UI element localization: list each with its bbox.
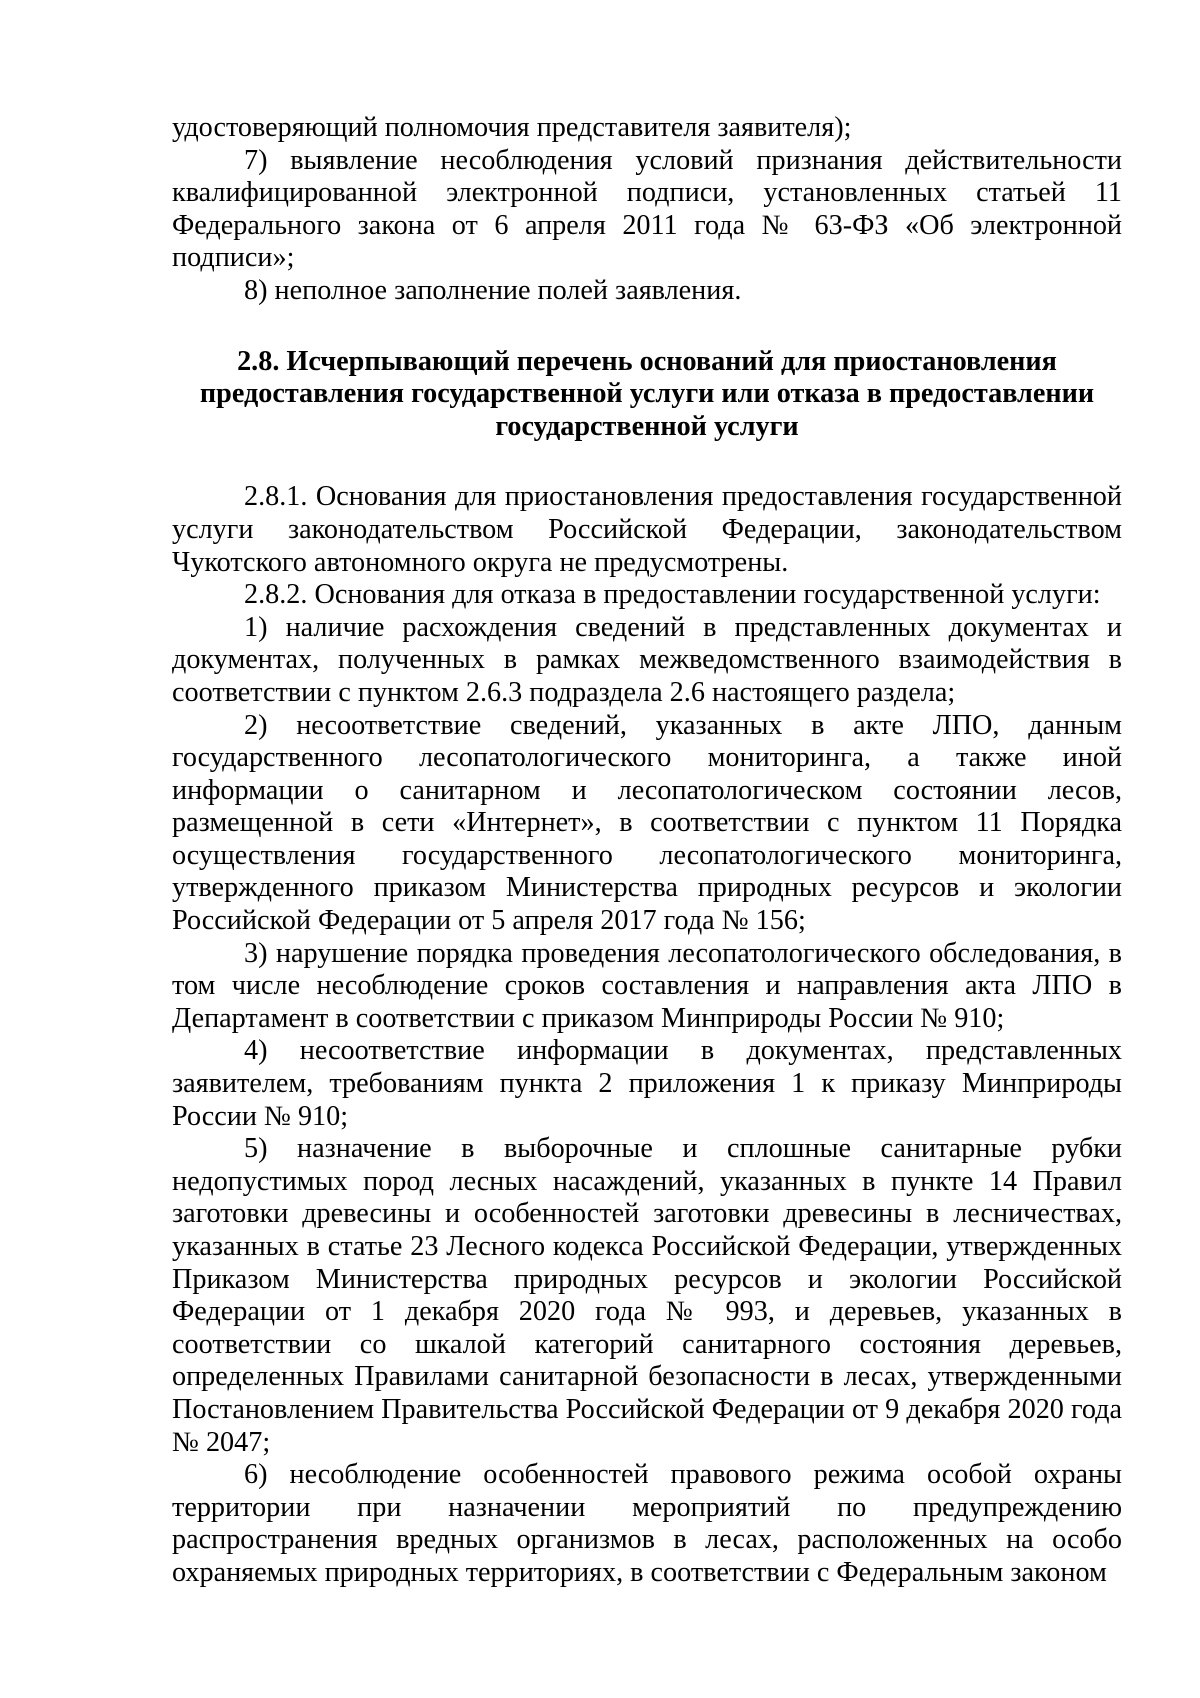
refusal-item-4: 4) несоответствие информации в документах, представленных заявителем, требованиям пункта 2 приложения 1 к приказу Минприроды России № 910; xyxy=(172,1035,1122,1132)
refusal-item-6: 6) несоблюдение особенностей правового режима особой охраны территории при назначении мероприятий по предупреждению распространения вредных организмов в лесах, расположенных на особо охраняемых природных территориях, в соответствии с Федеральным законом xyxy=(172,1459,1122,1588)
section-heading-line-3: государственной услуги xyxy=(495,410,799,442)
paragraph-2-8-2: 2.8.2. Основания для отказа в предоставлении государственной услуги: xyxy=(244,579,1101,611)
refusal-item-5: 5) назначение в выборочные и сплошные санитарные рубки недопустимых пород лесных насаждений, указанных в пункте 14 Правил заготовки древесины и особенностей заготовки древесины в лесничествах, указанных в статье 23 Лесного кодекса Российской Федерации, утвержденных Приказом Министерства природных ресурсов и экологии Российской Федерации от 1 декабря 2020 года № 993, и деревьев, указанных в соответствии со шкалой категорий санитарного состояния деревьев, определенных Правилами санитарной безопасности в лесах, утвержденными Постановлением Правительства Российской Федерации от 9 декабря 2020 года № 2047; xyxy=(172,1133,1122,1458)
section-heading-line-1: 2.8. Исчерпывающий перечень оснований для приостановления xyxy=(237,345,1057,377)
document-page xyxy=(172,112,1122,1590)
continuation-text: удостоверяющий полномочия представителя заявителя); xyxy=(172,112,852,143)
paragraph-2-8-1: 2.8.1. Основания для приостановления предоставления государственной услуги законодательством Российской Федерации, законодательством Чукотского автономного округа не предусмотрены. xyxy=(172,481,1122,578)
refusal-item-3: 3) нарушение порядка проведения лесопатологического обследования, в том числе несоблюдение сроков составления и направления акта ЛПО в Департамент в соответствии с приказом Минприроды России № 910; xyxy=(172,937,1122,1034)
refusal-item-2: 2) несоответствие сведений, указанных в акте ЛПО, данным государственного лесопатологического мониторинга, а также иной информации о санитарном и лесопатологическом состоянии лесов, размещенной в сети «Интернет», в соответствии с пунктом 11 Порядка осуществления государственного лесопатологического мониторинга, утвержденного приказом Министерства природных ресурсов и экологии Российской Федерации от 5 апреля 2017 года № 156; xyxy=(172,709,1122,937)
list-item-7: 7) выявление несоблюдения условий признания действительности квалифицированной электронной подписи, установленных статьей 11 Федерального закона от 6 апреля 2011 года № 63-ФЗ «Об электронной подписи»; xyxy=(172,144,1122,274)
section-heading-line-2: предоставления государственной услуги или отказа в предоставлении xyxy=(199,378,1095,410)
refusal-item-1: 1) наличие расхождения сведений в представленных документах и документах, полученных в рамках межведомственного взаимодействия в соответствии с пунктом 2.6.3 подраздела 2.6 настоящего раздела; xyxy=(172,611,1122,708)
section-heading xyxy=(172,346,1122,444)
list-item-8: 8) неполное заполнение полей заявления. xyxy=(244,274,742,306)
